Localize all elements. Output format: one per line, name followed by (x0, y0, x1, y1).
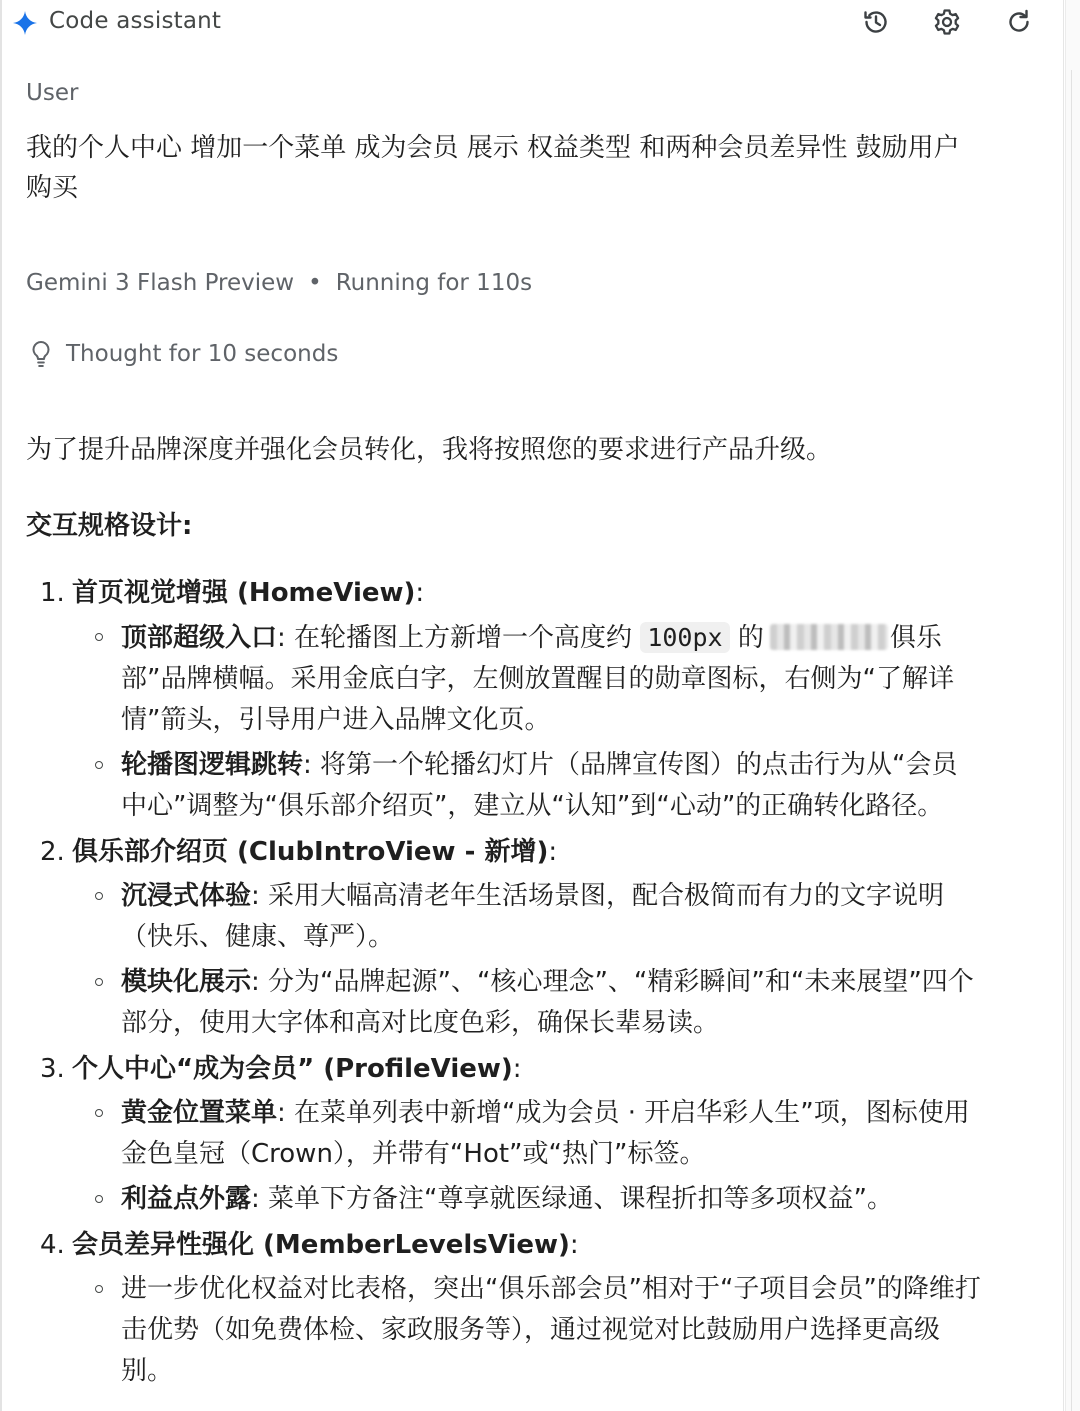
sub-list-item (40, 1269, 1040, 1392)
list-item-number: 3. (40, 1054, 65, 1084)
sub-list-item (40, 962, 1040, 1044)
sub-list (40, 876, 1040, 1044)
list-item-title: 俱乐部介绍页 (ClubIntroView - 新增) (72, 837, 549, 867)
sub-item-text: 俱乐 (889, 623, 942, 653)
run-status: Running for 110s (335, 270, 533, 296)
list-item-number: 2. (40, 837, 65, 867)
sub-item-line: 中心”调整为“俱乐部介绍页”，建立从“认知”到“心动”的正确转化路径。 (121, 791, 944, 821)
sub-list-item (40, 745, 1040, 827)
bullet-icon (95, 633, 103, 641)
sub-item-line: 击优势（如免费体检、家政服务等），通过视觉对比鼓励用户选择更高级 (121, 1315, 941, 1345)
bullet-icon (95, 1285, 103, 1293)
section-heading: 交互规格设计: (26, 511, 193, 541)
inline-code: 100px (640, 622, 729, 653)
sub-item-line (121, 745, 1040, 786)
sub-item-text: : 将第一个轮播幻灯片（品牌宣传图）的点击行为从“会员 (303, 750, 958, 780)
sub-item-label: 轮播图逻辑跳转 (121, 750, 304, 780)
sub-item-label: 黄金位置菜单 (121, 1098, 278, 1128)
bullet-icon (95, 892, 103, 900)
sub-item-line: 情”箭头，引导用户进入品牌文化页。 (121, 705, 551, 735)
sub-item-text: : 菜单下方备注“尊享就医绿通、课程折扣等多项权益”。 (251, 1184, 893, 1214)
lightbulb-icon (30, 339, 52, 369)
list-item-title: 会员差异性强化 (MemberLevelsView) (72, 1230, 570, 1260)
bullet-icon (95, 978, 103, 986)
sub-item-line: 金色皇冠（Crown），并带有“Hot”或“热门”标签。 (121, 1139, 706, 1169)
list-item-title: 首页视觉增强 (HomeView) (72, 578, 416, 608)
sub-item-line: 别。 (121, 1356, 174, 1386)
refresh-button[interactable] (1002, 5, 1036, 39)
thought-duration: Thought for 10 seconds (66, 341, 339, 367)
sub-list-item (40, 1179, 1040, 1220)
sub-item-text: : 在菜单列表中新增“成为会员 · 开启华彩人生”项，图标使用 (277, 1098, 970, 1128)
sub-item-text: : 在轮播图上方新增一个高度约 (277, 623, 641, 653)
answer-intro: 为了提升品牌深度并强化会员转化，我将按照您的要求进行产品升级。 (26, 435, 833, 465)
sub-item-text: : 采用大幅高清老年生活场景图，配合极简而有力的文字说明 (251, 881, 945, 911)
list-item-colon: : (415, 578, 425, 608)
panel-header (2, 0, 1064, 48)
sub-list-item (40, 1093, 1040, 1175)
sub-list-item (40, 617, 1040, 741)
list-item (40, 573, 1040, 827)
list-item-title: 个人中心“成为会员” (ProfileView) (72, 1054, 513, 1084)
list-item (40, 832, 1040, 1044)
list-item-heading (40, 573, 1040, 613)
list-item-heading (40, 832, 1040, 872)
user-message-line: 我的个人中心 增加一个菜单 成为会员 展示 权益类型 和两种会员差异性 鼓励用户 (26, 133, 960, 163)
panel-title: Code assistant (49, 8, 222, 34)
user-message (26, 128, 1036, 208)
sub-list (40, 1093, 1040, 1220)
list-item (40, 1225, 1040, 1392)
sub-item-line: （快乐、健康、尊严）。 (121, 922, 395, 952)
redacted-text (770, 624, 888, 650)
user-role-label: User (26, 80, 79, 106)
settings-icon (932, 7, 962, 37)
meta-separator: • (308, 270, 322, 296)
sub-item-label: 模块化展示 (121, 967, 252, 997)
sub-item-label: 顶部超级入口 (121, 623, 278, 653)
sub-item-text: 的 (729, 623, 764, 653)
history-button[interactable] (859, 5, 893, 39)
list-item-number: 1. (40, 578, 65, 608)
sub-item-line (121, 876, 1040, 917)
sub-item-line: 部”品牌横幅。采用金底白字，左侧放置醒目的勋章图标，右侧为“了解详 (121, 664, 954, 694)
model-meta (26, 270, 532, 296)
sub-item-label: 利益点外露 (121, 1184, 252, 1214)
bullet-icon (95, 1109, 103, 1117)
scrollbar-line (1071, 70, 1072, 1411)
list-item-heading (40, 1049, 1040, 1089)
sub-item-line (121, 1179, 1040, 1220)
history-icon (861, 7, 891, 37)
spec-list (40, 573, 1040, 1397)
sub-item-line: 进一步优化权益对比表格，突出“俱乐部会员”相对于“子项目会员”的降维打 (121, 1274, 981, 1304)
bullet-icon (95, 1195, 103, 1203)
user-message-line: 购买 (26, 173, 79, 203)
sub-item-label: 沉浸式体验 (121, 881, 252, 911)
bullet-icon (95, 761, 103, 769)
scrollbar-track[interactable] (1065, 0, 1080, 1411)
list-item-colon: : (569, 1230, 579, 1260)
sub-item-line (121, 962, 1040, 1003)
sub-list (40, 1269, 1040, 1392)
sub-list (40, 617, 1040, 827)
sub-item-line (121, 617, 1040, 659)
spark-icon (12, 10, 38, 36)
list-item-heading (40, 1225, 1040, 1265)
sub-list-item (40, 876, 1040, 958)
settings-button[interactable] (930, 5, 964, 39)
sub-item-line: 部分，使用大字体和高对比度色彩，确保长辈易读。 (121, 1008, 720, 1038)
sub-item-line (121, 1093, 1040, 1134)
sub-item-text: : 分为“品牌起源”、“核心理念”、“精彩瞬间”和“未来展望”四个 (251, 967, 974, 997)
thought-toggle[interactable] (30, 338, 338, 370)
list-item-number: 4. (40, 1230, 65, 1260)
model-name: Gemini 3 Flash Preview (26, 270, 295, 296)
list-item-colon: : (512, 1054, 522, 1084)
list-item (40, 1049, 1040, 1220)
list-item-colon: : (548, 837, 558, 867)
refresh-icon (1004, 7, 1034, 37)
